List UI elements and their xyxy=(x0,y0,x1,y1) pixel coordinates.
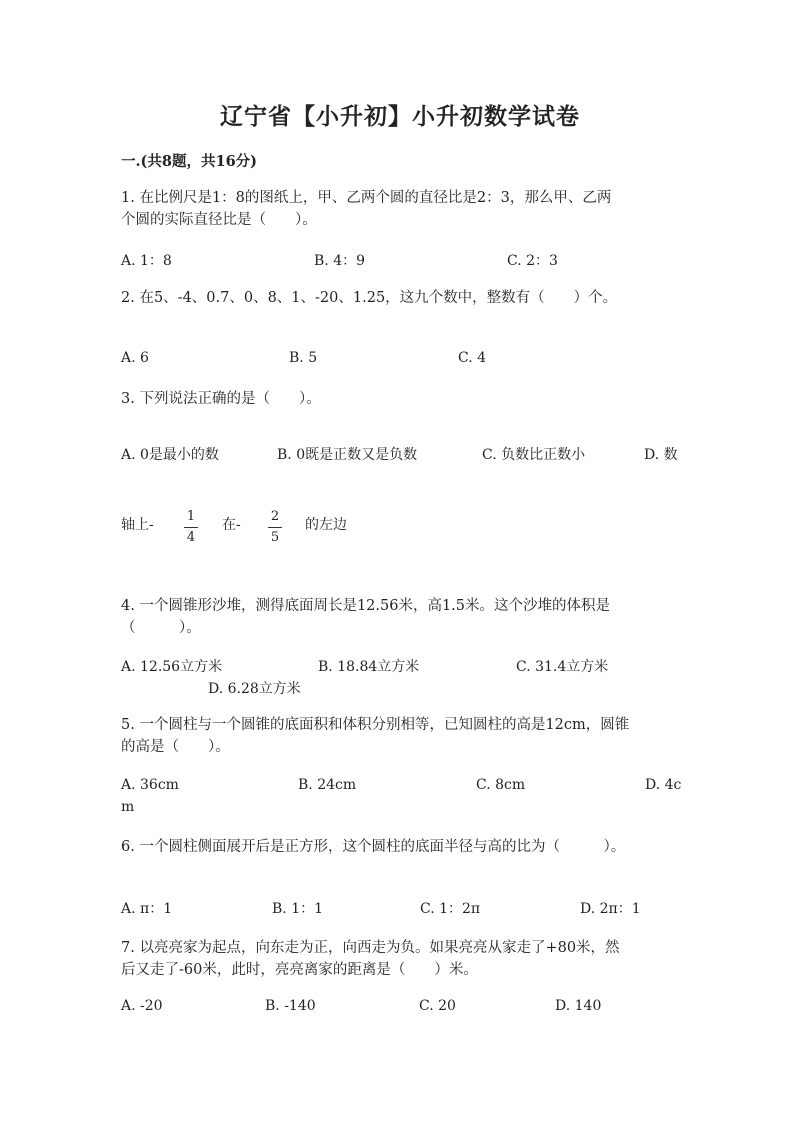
question-3-option-d: D. 数 xyxy=(644,447,678,463)
question-7-option-a: A. -20 xyxy=(121,998,163,1014)
question-1-option-b: B. 4：9 xyxy=(314,253,366,269)
question-6-text-line1: 6. 一个圆柱侧面展开后是正方形，这个圆柱的底面半径与高的比为（ ）。 xyxy=(121,839,626,855)
question-4-option-a: A. 12.56立方米 xyxy=(121,659,223,675)
fraction-bar xyxy=(184,527,198,528)
fraction-denominator: 5 xyxy=(270,530,280,545)
question-1-option-c: C. 2：3 xyxy=(507,253,558,269)
question-1-text-line2: 个圆的实际直径比是（ ）。 xyxy=(121,212,317,228)
question-1-option-a: A. 1：8 xyxy=(121,253,172,269)
question-3-continuation-c: 的左边 xyxy=(305,517,347,533)
question-5-option-d: D. 4c xyxy=(645,777,682,793)
question-7-text-line2: 后又走了-60米，此时，亮亮离家的距离是（ ）米。 xyxy=(121,962,478,978)
question-7-option-b: B. -140 xyxy=(265,998,316,1014)
question-5-option-d-wrap: m xyxy=(121,799,135,815)
question-7-option-d: D. 140 xyxy=(555,998,602,1014)
question-2-option-a: A. 6 xyxy=(121,350,149,366)
question-2-text-line1: 2. 在5、-4、0.7、0、8、1、-20、1.25，这九个数中，整数有（ ）个。 xyxy=(121,290,618,306)
question-3-option-c: C. 负数比正数小 xyxy=(482,447,586,463)
question-4-text-line1: 4. 一个圆锥形沙堆，测得底面周长是12.56米，高1.5米。这个沙堆的体积是 xyxy=(121,598,611,614)
section-heading: 一.(共8题，共16分) xyxy=(121,153,258,170)
fraction-numerator: 2 xyxy=(270,509,280,524)
question-3-continuation-a: 轴上- xyxy=(121,517,154,533)
question-4-option-b: B. 18.84立方米 xyxy=(318,659,420,675)
question-3-option-a: A. 0是最小的数 xyxy=(121,447,219,463)
fraction-denominator: 4 xyxy=(186,530,196,545)
fraction-two-fifths xyxy=(268,509,282,546)
question-3-option-b: B. 0既是正数又是负数 xyxy=(277,447,418,463)
question-7-option-c: C. 20 xyxy=(419,998,456,1014)
question-6-option-c: C. 1：2π xyxy=(420,901,481,917)
question-3-text-line1: 3. 下列说法正确的是（ ）。 xyxy=(121,391,321,407)
question-5-text-line2: 的高是（ ）。 xyxy=(121,739,230,755)
question-2-option-b: B. 5 xyxy=(289,350,318,366)
question-4-option-d: D. 6.28立方米 xyxy=(208,681,301,697)
question-1-text-line1: 1. 在比例尺是1：8的图纸上，甲、乙两个圆的直径比是2：3，那么甲、乙两 xyxy=(121,190,612,206)
question-5-option-a: A. 36cm xyxy=(121,777,179,793)
question-4-option-c: C. 31.4立方米 xyxy=(516,659,609,675)
fraction-bar xyxy=(268,527,282,528)
question-3-continuation-b: 在- xyxy=(222,517,241,533)
question-5-option-c: C. 8cm xyxy=(476,777,526,793)
question-7-text-line1: 7. 以亮亮家为起点，向东走为正，向西走为负。如果亮亮从家走了+80米，然 xyxy=(121,940,620,956)
question-5-text-line1: 5. 一个圆柱与一个圆锥的底面积和体积分别相等，已知圆柱的高是12cm，圆锥 xyxy=(121,717,630,733)
fraction-numerator: 1 xyxy=(186,509,196,524)
question-4-text-line2: （ ）。 xyxy=(121,620,201,636)
fraction-one-quarter xyxy=(184,509,198,546)
question-2-option-c: C. 4 xyxy=(458,350,487,366)
question-6-option-a: A. π：1 xyxy=(121,901,173,917)
page-title: 辽宁省【小升初】小升初数学试卷 xyxy=(220,103,580,130)
question-6-option-b: B. 1：1 xyxy=(272,901,324,917)
question-5-option-b: B. 24cm xyxy=(298,777,357,793)
question-6-option-d: D. 2π：1 xyxy=(580,901,641,917)
